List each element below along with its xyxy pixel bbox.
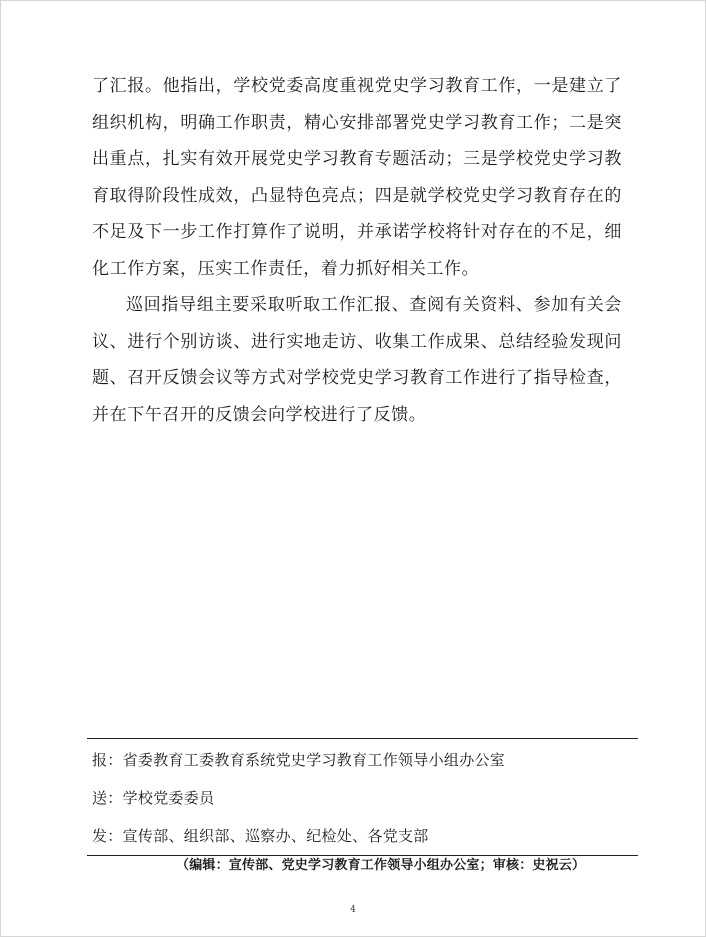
body-paragraph: 巡回指导组主要采取听取工作汇报、查阅有关资料、参加有关会议、进行个别访谈、进行实地走访、收集工作成果、总结经验发现问题、召开反馈会议等方式对学校党史学习教育工作进行了指导检查，并在下午召开的反馈会向学校进行了反馈。 [92,295,622,425]
report-to-line: 报：省委教育工委教育系统党史学习教育工作领导小组办公室 [92,751,506,769]
send-to-line: 送：学校党委委员 [92,789,215,807]
editor-note: （编辑：宣传部、党史学习教育工作领导小组办公室；审核：史祝云） [176,858,586,873]
top-rule [87,738,638,739]
issue-to-line: 发：宣传部、组织部、巡察办、纪检处、各党支部 [92,827,429,845]
document-body [92,68,622,433]
distribution-block [87,738,638,880]
page-number: 4 [350,905,356,915]
body-paragraph-continued: 了汇报。他指出，学校党委高度重视党史学习教育工作，一是建立了组织机构，明确工作职责，精心安排部署党史学习教育工作；二是突出重点，扎实有效开展党史学习教育专题活动；三是学校党史学习教育取得阶段性成效，凸显特色亮点；四是就学校党史学习教育存在的不足及下一步工作打算作了说明，并承诺学校将针对存在的不足，细化工作方案，压实工作责任，着力抓好相关工作。 [92,76,622,279]
